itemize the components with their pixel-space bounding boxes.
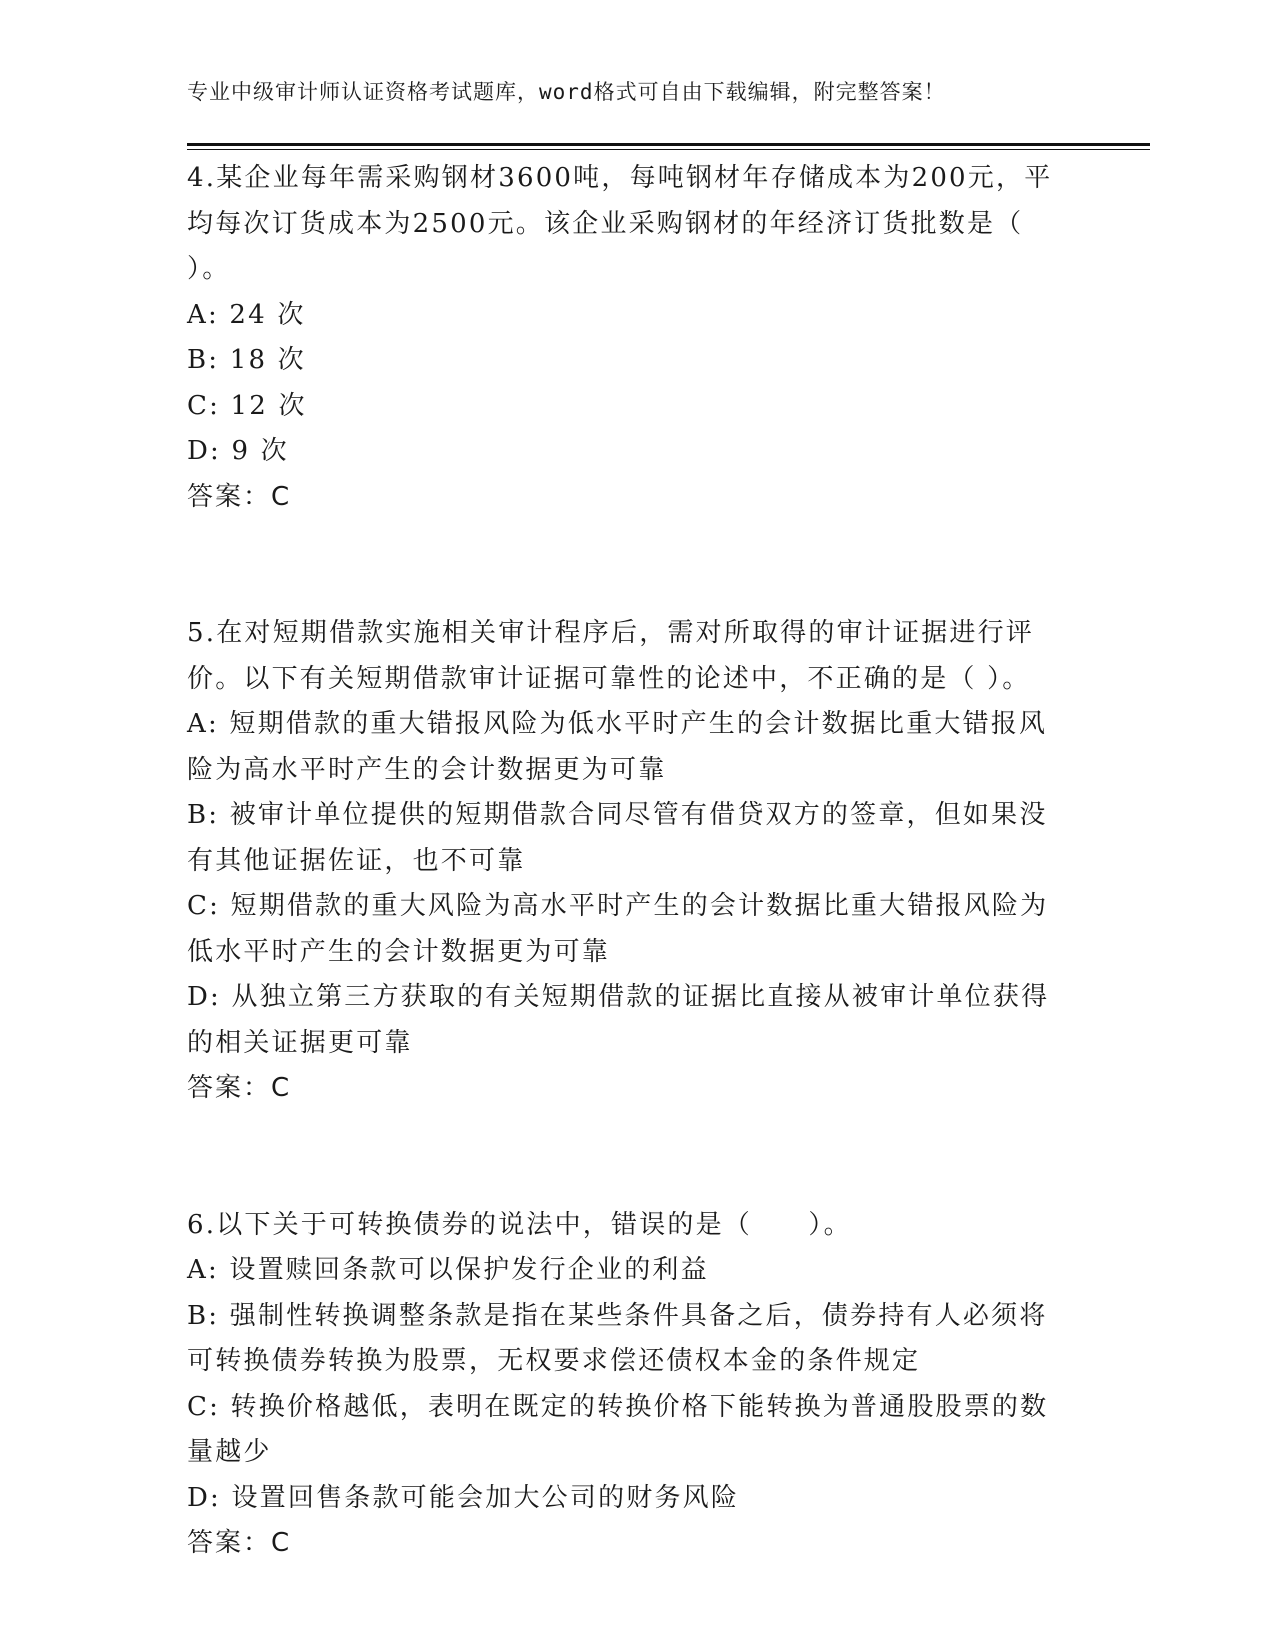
option-b-continued: 可转换债券转换为股票，无权要求偿还债权本金的条件规定 [187, 1346, 921, 1376]
option-c: C: 12 次 [187, 390, 307, 421]
answer-label: 答案：C [187, 481, 292, 512]
option-d-continued: 的相关证据更可靠 [187, 1027, 413, 1058]
option-a: A: 短期借款的重大错报风险为低水平时产生的会计数据比重大错报风 [187, 709, 1048, 739]
option-a: A: 24 次 [187, 299, 306, 330]
option-b: B: 18 次 [187, 345, 306, 375]
option-a-continued: 险为高水平时产生的会计数据更为可靠 [187, 754, 667, 785]
option-c-continued: 低水平时产生的会计数据更为可靠 [187, 936, 611, 967]
option-d: D: 设置回售条款可能会加大公司的财务风险 [187, 1482, 740, 1513]
header-divider [187, 143, 1150, 146]
question-stem-line: 5.在对短期借款实施相关审计程序后，需对所取得的审计证据进行评 [187, 618, 1035, 648]
question-spacer [187, 520, 1077, 611]
question-4 [187, 156, 1077, 520]
header-title: 专业中级审计师认证资格考试题库，word格式可自由下载编辑，附完整答案！ [187, 80, 946, 104]
answer-label: 答案：C [187, 1528, 292, 1558]
question-stem-line: 4.某企业每年需采购钢材3600吨，每吨钢材年存储成本为200元，平 [187, 163, 1053, 193]
question-stem-line: ）。 [187, 254, 231, 284]
option-c: C: 转换价格越低，表明在既定的转换价格下能转换为普通股股票的数 [187, 1391, 1049, 1422]
option-c: C: 短期借款的重大风险为高水平时产生的会计数据比重大错报风险为 [187, 891, 1049, 921]
option-d: D: 9 次 [187, 436, 289, 466]
question-5 [187, 611, 1077, 1112]
option-d: D: 从独立第三方获取的有关短期借款的证据比直接从被审计单位获得 [187, 982, 1050, 1012]
option-b-continued: 有其他证据佐证，也不可靠 [187, 845, 526, 876]
question-list [187, 156, 1077, 1567]
question-stem-line: 6.以下关于可转换债券的说法中，错误的是（ ）。 [187, 1209, 852, 1240]
question-stem-line: 价。以下有关短期借款审计证据可靠性的论述中，不正确的是（ ）。 [187, 663, 1031, 694]
answer-label: 答案：C [187, 1073, 292, 1103]
option-c-continued: 量越少 [187, 1437, 272, 1467]
question-spacer [187, 1112, 1077, 1203]
header-divider-thin [187, 149, 1150, 150]
question-stem-line: 均每次订货成本为2500元。该企业采购钢材的年经济订货批数是（ [187, 208, 1024, 239]
option-b: B: 强制性转换调整条款是指在某些条件具备之后，债券持有人必须将 [187, 1300, 1048, 1331]
option-b: B: 被审计单位提供的短期借款合同尽管有借贷双方的签章，但如果没 [187, 800, 1048, 830]
option-a: A: 设置赎回条款可以保护发行企业的利益 [187, 1255, 709, 1285]
question-6 [187, 1203, 1077, 1567]
